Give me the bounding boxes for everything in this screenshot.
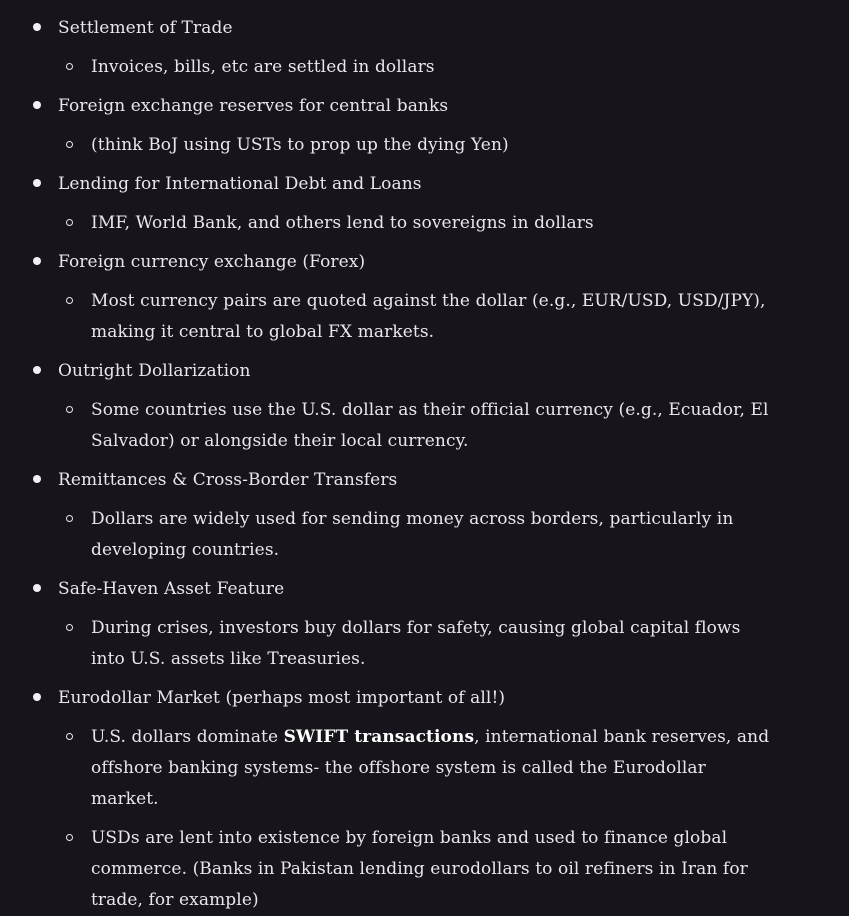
sub-item-text: USDs are lent into existence by foreign banks and used to finance global commerce. (Banks in Pakistan lending eurodollars to oil refiners in Iran for trade, for example) bbox=[91, 828, 748, 910]
list-item bbox=[0, 91, 849, 161]
sub-bullet-icon bbox=[66, 624, 73, 631]
sub-item-text: Invoices, bills, etc are settled in dollars bbox=[91, 57, 435, 77]
swift-transactions-bold: SWIFT transactions bbox=[283, 727, 475, 747]
list-item-label: Foreign currency exchange (Forex) bbox=[58, 252, 366, 272]
list-item bbox=[0, 574, 849, 675]
sub-bullet-icon bbox=[66, 63, 73, 70]
bullet-icon bbox=[33, 23, 41, 31]
sub-list bbox=[0, 395, 849, 457]
bullet-icon bbox=[33, 366, 41, 374]
sub-list bbox=[0, 613, 849, 675]
list-item bbox=[0, 0, 849, 83]
sub-bullet-icon bbox=[66, 141, 73, 148]
bullet-icon bbox=[33, 101, 41, 109]
sub-list bbox=[0, 52, 849, 83]
sub-bullet-icon bbox=[66, 219, 73, 226]
sub-list-item bbox=[0, 722, 849, 815]
sub-item-text: IMF, World Bank, and others lend to sovereigns in dollars bbox=[91, 213, 594, 233]
sub-list bbox=[0, 286, 849, 348]
sub-list-item bbox=[0, 395, 849, 457]
sub-list-item bbox=[0, 130, 849, 161]
sub-bullet-icon bbox=[66, 406, 73, 413]
sub-list-item bbox=[0, 504, 849, 566]
sub-list bbox=[0, 722, 849, 916]
sub-list-item bbox=[0, 286, 849, 348]
list-item-label: Outright Dollarization bbox=[58, 361, 251, 381]
sub-bullet-icon bbox=[66, 834, 73, 841]
sub-list-item bbox=[0, 823, 849, 916]
sub-item-text: Most currency pairs are quoted against the dollar (e.g., EUR/USD, USD/JPY), making it central to global FX markets. bbox=[91, 291, 766, 342]
sub-item-text: (think BoJ using USTs to prop up the dying Yen) bbox=[91, 135, 509, 155]
sub-list-item bbox=[0, 52, 849, 83]
sub-list bbox=[0, 130, 849, 161]
bullet-icon bbox=[33, 475, 41, 483]
sub-bullet-icon bbox=[66, 297, 73, 304]
sub-item-text: Dollars are widely used for sending money across borders, particularly in developing countries. bbox=[91, 509, 734, 560]
list-item bbox=[0, 356, 849, 457]
list-item bbox=[0, 247, 849, 348]
bullet-icon bbox=[33, 257, 41, 265]
sub-item-text-start: U.S. dollars dominate bbox=[91, 727, 284, 747]
sub-list bbox=[0, 208, 849, 239]
list-item-label: Safe-Haven Asset Feature bbox=[58, 579, 285, 599]
bullet-icon bbox=[33, 584, 41, 592]
list-item-label: Remittances & Cross-Border Transfers bbox=[58, 470, 398, 490]
list-item bbox=[0, 169, 849, 239]
sub-item-text: During crises, investors buy dollars for safety, causing global capital flows into U.S. assets like Treasuries. bbox=[91, 618, 741, 669]
list-item bbox=[0, 683, 849, 916]
sub-item-text bbox=[0, 722, 771, 815]
sub-list bbox=[0, 504, 849, 566]
sub-list-item bbox=[0, 208, 849, 239]
sub-item-text: Some countries use the U.S. dollar as their official currency (e.g., Ecuador, El Salvador) or alongside their local currency. bbox=[91, 400, 769, 451]
sub-bullet-icon bbox=[66, 733, 73, 740]
list-item-label: Foreign exchange reserves for central banks bbox=[58, 96, 449, 116]
list-item-label: Settlement of Trade bbox=[58, 18, 233, 38]
sub-list-item bbox=[0, 613, 849, 675]
bullet-icon bbox=[33, 693, 41, 701]
bullet-icon bbox=[33, 179, 41, 187]
list-item bbox=[0, 465, 849, 566]
list-item-label: Lending for International Debt and Loans bbox=[58, 174, 422, 194]
sub-item-text-end: , international bank reserves, and offshore banking systems- the offshore system is called the Eurodollar market. bbox=[91, 727, 770, 809]
sub-bullet-icon bbox=[66, 515, 73, 522]
list-item-label: Eurodollar Market (perhaps most important of all!) bbox=[58, 688, 506, 708]
